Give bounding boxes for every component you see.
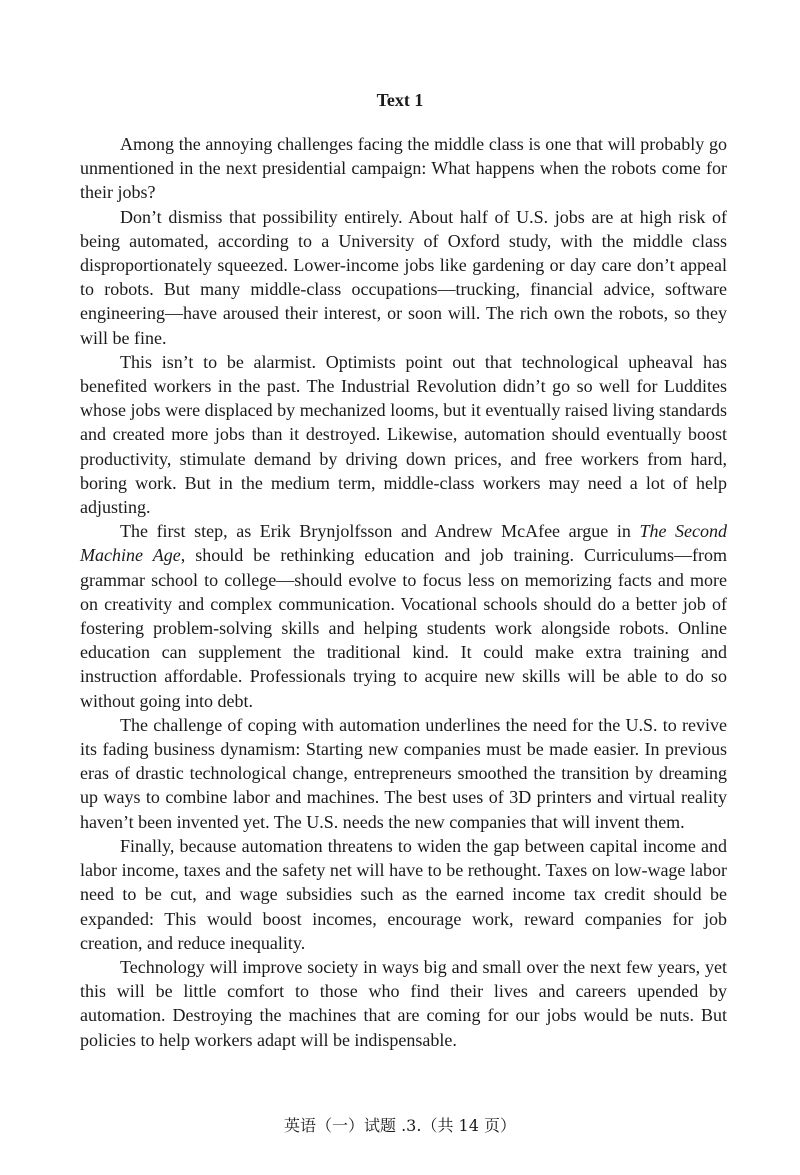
paragraph-text: This isn’t to be alarmist. Optimists point out that technological upheaval has benefited workers in the past. The Industrial Revolution didn’t go so well for Luddites whose jobs were displaced by mechanized looms, but it eventually raised living standards and created more jobs than it destroyed. Likewise, automation should eventually boost productivity, stimulate demand by driving down prices, and free workers from hard, boring work. But in the medium term, middle-class workers may need a lot of help adjusting. xyxy=(80,351,727,518)
page-footer: 英语（一）试题 .3.（共 14 页） xyxy=(284,1116,516,1135)
paragraph-text: The first step, as Erik Brynjolfsson and Andrew McAfee argue in xyxy=(120,521,640,542)
paragraph-text: , should be rethinking education and job training. Curriculums—from grammar school to college—should evolve to focus less on memorizing facts and more on creativity and complex communication. Vocational schools should do a better job of fostering problem-solving skills and helping students work alongside robots. Online education can supplement the traditional kind. It could make extra training and instruction affordable. Professionals trying to acquire new skills will be able to do so without going into debt. xyxy=(80,545,727,711)
paragraph xyxy=(80,350,727,519)
book-title: The Second Machine Age xyxy=(80,521,727,566)
paragraph xyxy=(80,132,727,205)
paragraph-text: Don’t dismiss that possibility entirely. About half of U.S. jobs are at high risk of being automated, according to a University of Oxford study, with the middle class disproportionately squeezed. Lower-income jobs like gardening or day care don’t appeal to robots. But many middle-class occupations—trucking, financial advice, software engineering—have aroused their interest, or soon will. The rich own the robots, so they will be fine. xyxy=(80,206,727,348)
paragraph-text: Finally, because automation threatens to widen the gap between capital income and labor income, taxes and the safety net will have to be rethought. Taxes on low-wage labor need to be cut, and wage subsidies such as the earned income tax credit should be expanded: This would boost incomes, encourage work, reward companies for job creation, and reduce inequality. xyxy=(80,835,727,953)
paragraph xyxy=(80,834,727,955)
text-title: Text 1 xyxy=(376,90,424,110)
paragraph xyxy=(80,713,727,834)
paragraph xyxy=(80,205,727,350)
paragraph xyxy=(80,519,727,713)
article-body xyxy=(80,132,727,1052)
paragraph-text: Among the annoying challenges facing the middle class is one that will probably go unmentioned in the next presidential campaign: What happens when the robots come for their jobs? xyxy=(80,134,727,203)
paragraph-text: Technology will improve society in ways big and small over the next few years, yet this will be little comfort to those who find their lives and careers upended by automation. Destroying the machines that are coming for our jobs would be nuts. But policies to help workers adapt will be indispensable. xyxy=(80,956,727,1050)
paragraph xyxy=(80,955,727,1052)
paragraph-text: The challenge of coping with automation underlines the need for the U.S. to revive its fading business dynamism: Starting new companies must be made easier. In previous eras of drastic technological change, entrepreneurs smoothed the transition by dreaming up ways to combine labor and machines. The best uses of 3D printers and virtual reality haven’t been invented yet. The U.S. needs the new companies that will invent them. xyxy=(80,714,727,832)
